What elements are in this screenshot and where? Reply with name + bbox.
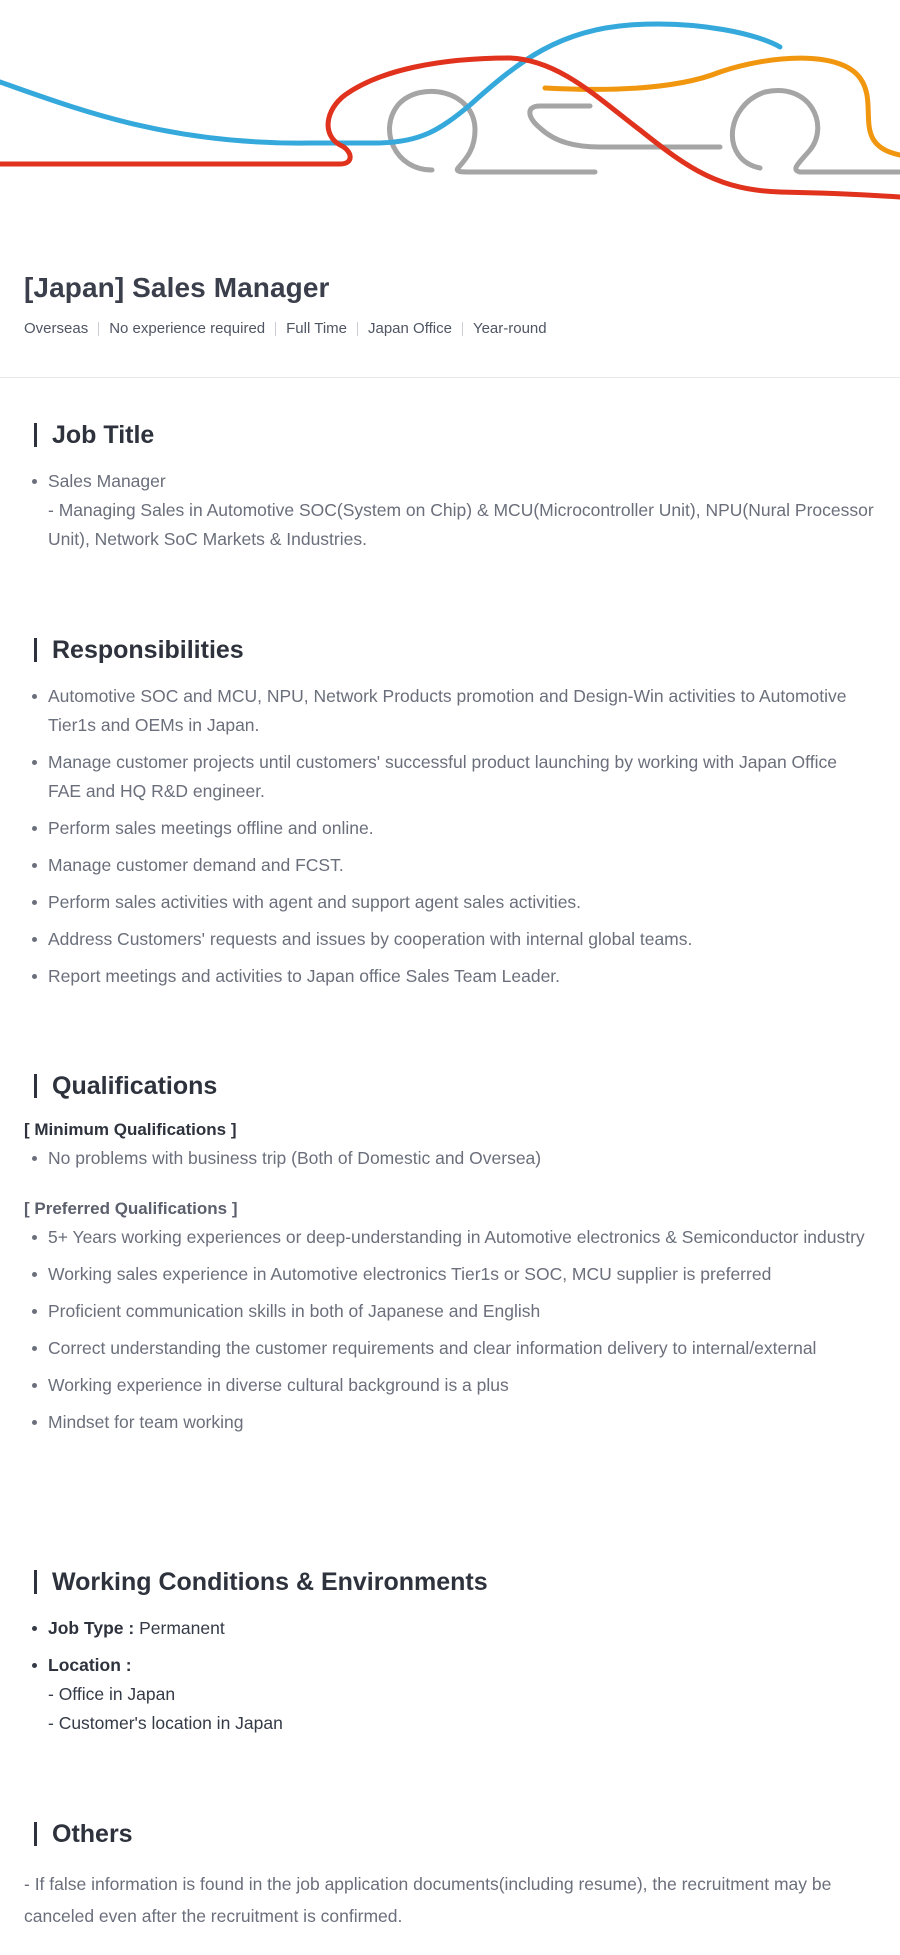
job-tags [24, 322, 874, 336]
list-item [24, 1614, 874, 1643]
tag-experience: No experience required [98, 322, 275, 336]
job-header [24, 272, 874, 336]
heading-bar [34, 638, 37, 662]
list-item: Perform sales meetings offline and online. [24, 814, 874, 843]
list-item: Proficient communication skills in both of Japanese and English [24, 1297, 874, 1326]
working-conditions-list [24, 1614, 874, 1738]
minimum-qualifications-list [24, 1144, 874, 1173]
heading-bar [34, 1570, 37, 1594]
list-item [24, 467, 874, 554]
job-type-label: Job Type : [48, 1618, 135, 1638]
job-title-detail: - Managing Sales in Automotive SOC(System on Chip) & MCU(Microcontroller Unit), NPU(Nural Processor Unit), Network SoC Markets & Industries. [48, 500, 874, 549]
job-type-value: Permanent [139, 1618, 225, 1638]
section-heading-label: Others [52, 1819, 133, 1848]
heading-bar [34, 423, 37, 447]
list-item: 5+ Years working experiences or deep-understanding in Automotive electronics & Semiconductor industry [24, 1223, 874, 1252]
list-item: Report meetings and activities to Japan office Sales Team Leader. [24, 962, 874, 991]
others-notice: - If false information is found in the job application documents(including resume), the recruitment may be canceled even after the recruitment is confirmed. [24, 1874, 832, 1926]
section-heading [24, 1818, 874, 1850]
heading-bar [34, 1074, 37, 1098]
minimum-qualifications-label: [ Minimum Qualifications ] [24, 1120, 237, 1139]
section-heading-label: Qualifications [52, 1071, 218, 1100]
section-heading [24, 419, 874, 451]
page-title: [Japan] Sales Manager [24, 272, 330, 303]
tag-hiring-period: Year-round [462, 322, 557, 336]
section-job-title [24, 419, 874, 562]
heading-bar [34, 1822, 37, 1846]
list-item: No problems with business trip (Both of Domestic and Oversea) [24, 1144, 874, 1173]
orange-line-graphic [545, 58, 900, 155]
list-item: Working sales experience in Automotive electronics Tier1s or SOC, MCU supplier is preferred [24, 1260, 874, 1289]
list-item: Correct understanding the customer requirements and clear information delivery to internal/external [24, 1334, 874, 1363]
section-heading-label: Job Title [52, 420, 155, 449]
list-item: Manage customer projects until customers' successful product launching by working with Japan Office FAE and HQ R&D engineer. [24, 748, 874, 806]
tag-overseas: Overseas [24, 320, 89, 337]
section-heading [24, 1070, 874, 1102]
tag-office: Japan Office [357, 322, 462, 336]
list-item: Perform sales activities with agent and support agent sales activities. [24, 888, 874, 917]
section-working-conditions [24, 1566, 874, 1746]
location-line: - Office in Japan [48, 1684, 176, 1704]
job-title-name: Sales Manager [48, 471, 166, 491]
list-item: Manage customer demand and FCST. [24, 851, 874, 880]
red-line-graphic [0, 58, 900, 197]
list-item: Working experience in diverse cultural background is a plus [24, 1371, 874, 1400]
list-item: Mindset for team working [24, 1408, 874, 1437]
section-heading-label: Working Conditions & Environments [52, 1567, 488, 1596]
preferred-qualifications-label: [ Preferred Qualifications ] [24, 1199, 238, 1218]
location-line: - Customer's location in Japan [48, 1713, 283, 1733]
section-heading [24, 1566, 874, 1598]
location-label: Location : [48, 1655, 132, 1675]
preferred-qualifications-list [24, 1223, 874, 1437]
responsibilities-list [24, 682, 874, 991]
list-item: Address Customers' requests and issues by cooperation with internal global teams. [24, 925, 874, 954]
section-others [24, 1818, 874, 1932]
car-line-illustration [0, 0, 900, 220]
list-item: Automotive SOC and MCU, NPU, Network Products promotion and Design-Win activities to Automotive Tier1s and OEMs in Japan. [24, 682, 874, 740]
section-qualifications [24, 1070, 874, 1445]
list-item [24, 1651, 874, 1738]
job-title-list [24, 467, 874, 554]
section-heading [24, 634, 874, 666]
section-responsibilities [24, 634, 874, 999]
tag-employment-type: Full Time [275, 322, 357, 336]
section-heading-label: Responsibilities [52, 635, 244, 664]
header-divider [0, 377, 900, 378]
